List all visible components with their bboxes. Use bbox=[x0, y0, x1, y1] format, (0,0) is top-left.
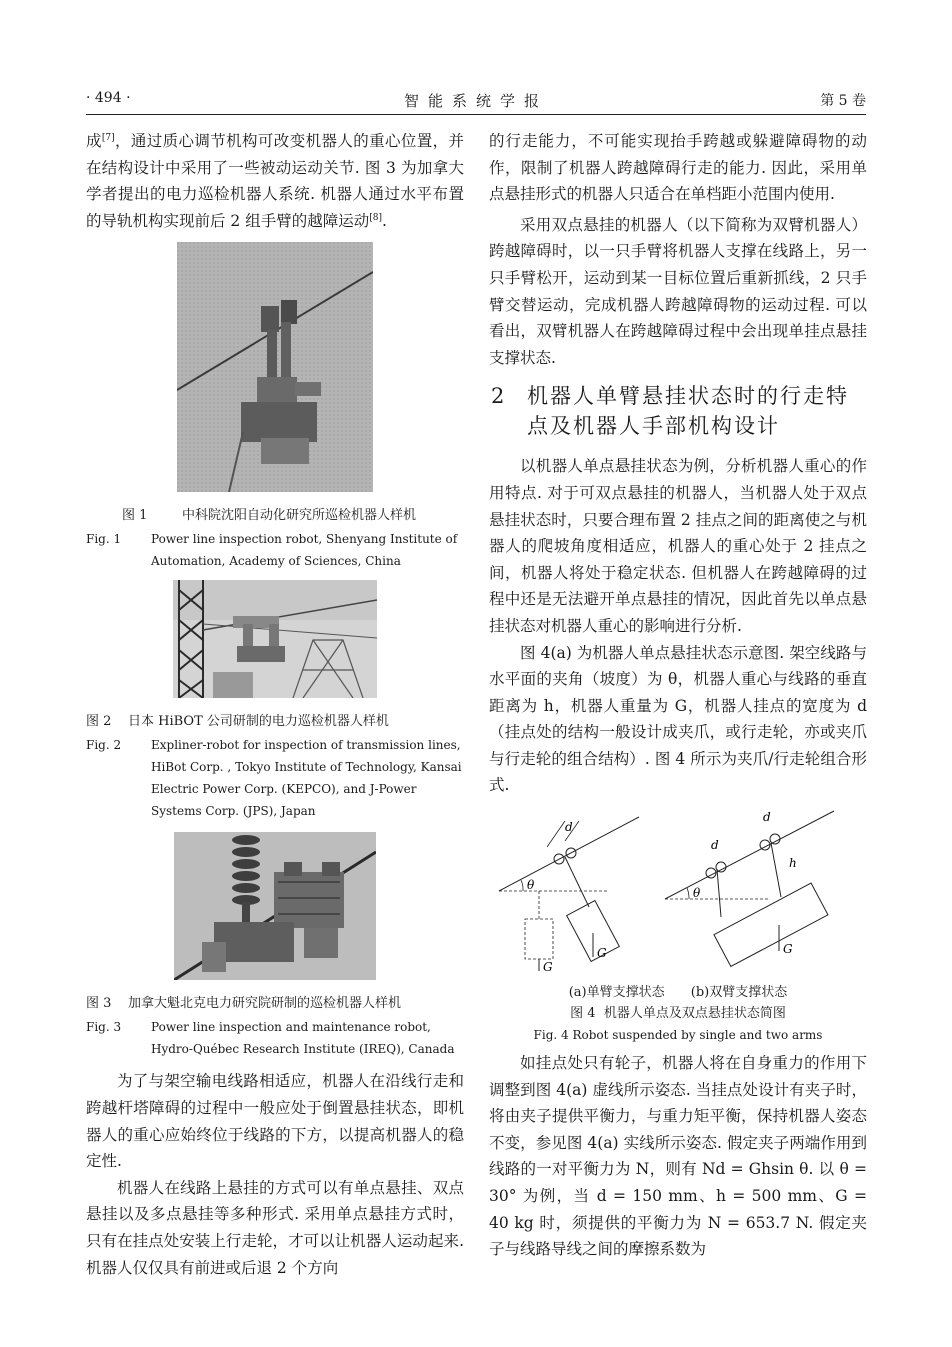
left-column bbox=[86, 128, 464, 1281]
d-label-a: d bbox=[565, 820, 573, 835]
section-2-title bbox=[489, 381, 867, 441]
G-label-a2: G bbox=[597, 946, 607, 961]
page-number: · 494 · bbox=[86, 90, 131, 106]
figure-4-caption-cn: 图 4 机器人单点及双点悬挂状态简图 bbox=[570, 1006, 786, 1022]
figure-2-caption-cn: 图 2 日本 HiBOT 公司研制的电力巡检机器人样机 bbox=[86, 714, 389, 730]
right-column bbox=[489, 128, 867, 1263]
citation-7: [7] bbox=[101, 132, 115, 143]
right-paragraph-2: 采用双点悬挂的机器人（以下简称为双臂机器人）跨越障碍时，以一只手臂将机器人支撑在线路上，另一只手臂松开，运动到某一目标位置后重新抓线，2 只手臂交替运动，完成机器人跨越障碍物的运动过程. 可以看出，双臂机器人在跨越障碍过程中会出现单挂点悬挂支撑状态. bbox=[489, 215, 867, 367]
figure-3-caption-en: Fig. 3 Power line inspection and maintenance robot, Hydro-Québec Research Institute (IREQ), Canada bbox=[86, 1020, 455, 1057]
figure-3 bbox=[174, 832, 376, 980]
figure-1-caption-cn: 图 1 中科院沈阳自动化研究所巡检机器人样机 bbox=[122, 508, 417, 524]
section-title-text: 机器人单臂悬挂状态时的行走特点及机器人手部机构设计 bbox=[527, 384, 849, 439]
journal-name: 智能系统学报 bbox=[403, 92, 548, 110]
figure-3-caption-cn: 图 3 加拿大魁北克电力研究院研制的巡检机器人样机 bbox=[86, 996, 402, 1012]
figure-4-caption-en: Fig. 4 Robot suspended by single and two arms bbox=[533, 1028, 823, 1043]
right-paragraph-1: 的行走能力，不可能实现抬手跨越或躲避障碍物的动作，限制了机器人跨越障碍行走的能力. 因此，采用单点悬挂形式的机器人只适合在单档距小范围内使用. bbox=[489, 132, 867, 204]
right-paragraph-4: 图 4(a) 为机器人单点悬挂状态示意图. 架空线路与水平面的夹角（坡度）为 θ，机器人重心与线路的垂直距离为 h，机器人重量为 G，机器人挂点的宽度为 d（挂点处的结构一般设计成夹爪，或行走轮，亦或夹爪与行走轮的组合结构）. 图 4 所示为夹爪/行走轮组合形式. bbox=[489, 643, 867, 795]
figure-1-photo bbox=[177, 242, 373, 492]
figure-4-subcaptions bbox=[489, 983, 867, 1003]
subcaption-a: (a)单臂支撑状态 bbox=[568, 985, 665, 1001]
theta-label-a: θ bbox=[527, 878, 535, 893]
figure-2 bbox=[173, 580, 377, 698]
figure-1 bbox=[177, 242, 373, 492]
theta-label-b: θ bbox=[693, 886, 701, 901]
subcaption-b: (b)双臂支撑状态 bbox=[690, 985, 788, 1001]
figure-4 bbox=[489, 807, 867, 1046]
figure-4b-two-arms bbox=[665, 810, 834, 966]
volume-number: 第 5 卷 bbox=[820, 93, 866, 109]
figure-4-diagram bbox=[489, 807, 867, 975]
figure-2-photo bbox=[173, 580, 377, 698]
figure-3-photo bbox=[174, 832, 376, 980]
right-paragraph-3: 以机器人单点悬挂状态为例，分析机器人重心的作用特点. 对于可双点悬挂的机器人，当机器人处于双点悬挂状态时，只要合理布置 2 挂点之间的距离使之与机器人的爬坡角度相适应，机器人的重心处于 2 挂点之间，机器人将处于稳定状态. 但机器人在跨越障碍的过程中还是无法避开单点悬挂的情况，因此首先以单点悬挂状态对机器人重心的影响进行分析. bbox=[489, 457, 867, 635]
section-number: 2 bbox=[491, 384, 507, 409]
G-label-a1: G bbox=[543, 960, 553, 975]
right-paragraph-5: 如挂点处只有轮子，机器人将在自身重力的作用下调整到图 4(a) 虚线所示姿态. 当挂点处设计有夹子时，将由夹子提供平衡力，与重力矩平衡，保持机器人姿态不变，参见图 4(a) 实线所示姿态. 假定夹子两端作用到线路的一对平衡力为 N，则有 Nd = Ghsin θ. 以 θ = 30° 为例，当 d = 150 mm、h = 500 mm、G = 40 kg 时，须提供的平衡力为 N = 653.7 N. 假定夹子与线路导线之间的摩擦系数为 bbox=[489, 1054, 867, 1259]
left-paragraph-1: 成[7]，通过质心调节机构可改变机器人的重心位置，并在结构设计中采用了一些被动运动关节. 图 3 为加拿大学者提出的电力巡检机器人系统. 机器人通过水平布置的导轨机构实现前后 2 组手臂的越障运动[8]. bbox=[86, 132, 464, 230]
figure-1-caption-en: Fig. 1 Power line inspection robot, Shenyang Institute of Automation, Academy of Sciences, China bbox=[86, 532, 458, 569]
citation-8: [8] bbox=[369, 212, 382, 223]
left-paragraph-3: 机器人在线路上悬挂的方式可以有单点悬挂、双点悬挂以及多点悬挂等多种形式. 采用单点悬挂方式时，只有在挂点处安装上行走轮，才可以让机器人运动起来. 机器人仅仅具有前进或后退 2 个方向 bbox=[86, 1178, 464, 1277]
d-label-b1: d bbox=[711, 838, 719, 853]
figure-4a-single-arm bbox=[499, 817, 639, 974]
figure-2-caption-en: Fig. 2 Expliner-robot for inspection of transmission lines, HiBot Corp. , Tokyo Institute of Technology, Kansai Electric Power Corp. (KEPCO), and J-Power Systems Corp. (JPS), Japan bbox=[86, 738, 462, 819]
h-label-b: h bbox=[789, 856, 797, 871]
d-label-b2: d bbox=[763, 810, 771, 825]
page-header bbox=[86, 88, 866, 115]
left-paragraph-2: 为了与架空输电线路相适应，机器人在沿线行走和跨越杆塔障碍的过程中一般应处于倒置悬挂状态，即机器人的重心应始终位于线路的下方，以提高机器人的稳定性. bbox=[86, 1072, 464, 1171]
G-label-b: G bbox=[783, 942, 793, 957]
